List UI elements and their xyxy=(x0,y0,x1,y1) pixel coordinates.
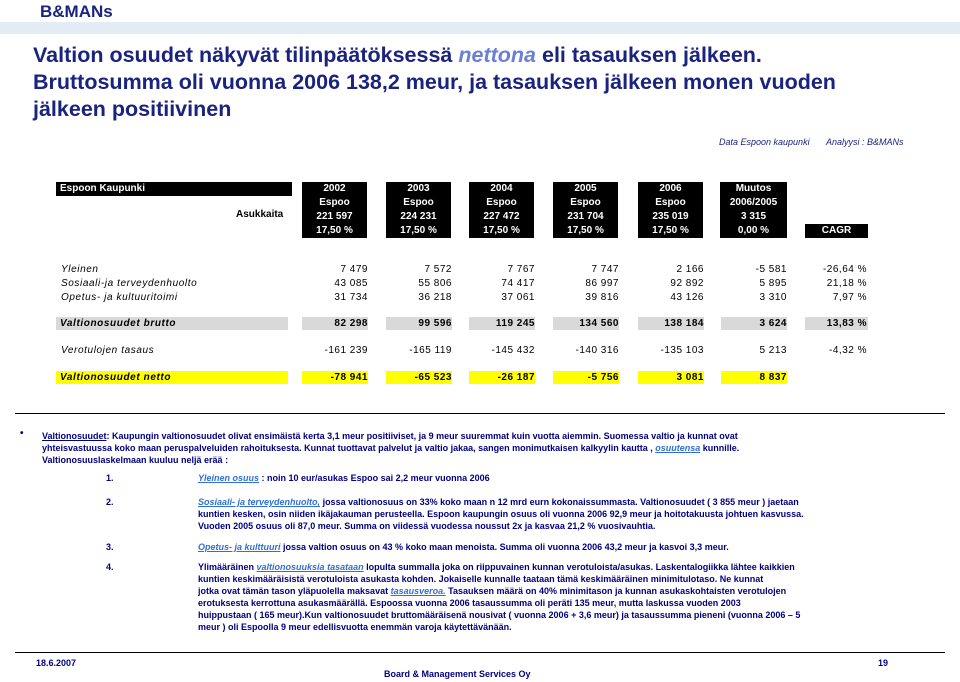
table-cell: -5 756 xyxy=(587,372,619,383)
row-label-netto: Valtionosuudet netto xyxy=(60,372,172,383)
table-cell: 99 596 xyxy=(418,318,452,329)
osuutensa-link[interactable]: osuutensa xyxy=(655,443,701,453)
table-cell: -26 187 xyxy=(497,372,535,383)
table-cell: -65 523 xyxy=(414,372,452,383)
table-cell: 92 892 xyxy=(670,278,704,289)
row-label-sosiaali: Sosiaali-ja terveydenhuolto xyxy=(61,278,198,289)
source-analysis: Analyysi : B&MANs xyxy=(826,137,904,147)
table-cell: 5 213 xyxy=(759,345,787,356)
opetus-link[interactable]: Opetus- ja kulttuuri xyxy=(198,542,281,552)
table-cell: -161 239 xyxy=(324,345,368,356)
page-title xyxy=(33,42,933,123)
table-cell: 82 298 xyxy=(334,318,368,329)
table-cell: 2 166 xyxy=(676,264,704,275)
tasataan-link[interactable]: valtionosuuksia tasataan xyxy=(256,562,364,572)
table-cell: 3 624 xyxy=(759,318,787,329)
header-col-2003: 2003 Espoo 224 231 17,50 % xyxy=(386,182,451,238)
item-4: Ylimääräinen valtionosuuksia tasataan lopulta summalla joka on riippuvainen kunnan verotuloista/asukas. Laskentalogiikka lähtee kaikkien kuntien keskimääräisistä verotuloista asukasta kohden. Jokaiselle kunnalle taataan tämä keskimääräinen minimitulotaso. Ne kunnat jotka ovat tämän tason yläpuolella maksavat tasausveroa. Tasauksen määrä on 40% minimitason ja kunnan asukaskohtaisten verotulojen erotuksesta kerrottuna asukasmäärällä. Espoossa vuonna 2006 tasaussumma oli peräti 135 meur, mutta laskussa vuoden 2003 huippustaan ( 165 meur).Kun valtionosuudet bruttomääräisenä nousivat ( vuonna 2006 + 3,6 meur) ja tasaussumma pieneni (vuonna 2006 – 5 meur ) oli Espoolla 9 meur edellisvuotta enemmän varoja käytettävänään. xyxy=(198,562,801,632)
divider-bottom xyxy=(15,652,945,653)
header-col-cagr: CAGR xyxy=(805,224,868,238)
table-cell: 138 184 xyxy=(664,318,704,329)
table-cell: 37 061 xyxy=(501,292,535,303)
asukkaita-label: Asukkaita xyxy=(236,209,284,220)
table-cell: 7 479 xyxy=(340,264,368,275)
header-col-muutos: Muutos 2006/2005 3 315 0,00 % xyxy=(720,182,787,238)
table-cell: 134 560 xyxy=(579,318,619,329)
yleinen-osuus-link[interactable]: Yleinen osuus xyxy=(198,473,260,483)
intro-text1: Kaupungin valtionosuudet olivat ensimäistä kerta 3,1 meur positiiviset, ja 9 meur suuremmat kuin vuotta aiemmin. Suomessa valtio ja kunnat ovat xyxy=(112,431,738,441)
title-part2: eli tasauksen jälkeen. xyxy=(542,43,762,67)
bullet-icon: • xyxy=(20,428,24,439)
item-3-number: 3. xyxy=(106,542,114,552)
row-label-opetus: Opetus- ja kultuuritoimi xyxy=(61,292,178,303)
table-cell: 74 417 xyxy=(501,278,535,289)
table-cell: 7 572 xyxy=(424,264,452,275)
table-cell: -145 432 xyxy=(491,345,535,356)
title-part1: Valtion osuudet näkyvät tilinpäätöksessä xyxy=(33,43,453,67)
brand-logo: B&MANs xyxy=(40,2,113,21)
table-cell: 3 310 xyxy=(759,292,787,303)
item-3: Opetus- ja kulttuuri jossa valtion osuus on 43 % koko maan menoista. Summa oli vuonna 2006 43,2 meur ja kasvoi 3,3 meur. xyxy=(198,542,729,552)
intro-text2a: yhteisvastuussa koko maan peruspalveluiden rahoituksesta. Kunnat tuottavat palvelut ja valtio jakaa, sangen monimutkaisen kalkyylin kautta , xyxy=(42,443,653,453)
table-cell: 7,97 % xyxy=(832,292,867,303)
header-col-2004: 2004 Espoo 227 472 17,50 % xyxy=(469,182,534,238)
item-1-number: 1. xyxy=(106,473,114,483)
table-cell: 43 126 xyxy=(670,292,704,303)
footer-company: Board & Management Services Oy xyxy=(384,669,531,679)
item-2-number: 2. xyxy=(106,497,114,507)
table-cell: 39 816 xyxy=(585,292,619,303)
intro-text2b: kunnille. xyxy=(702,443,740,453)
table-cell: 31 734 xyxy=(334,292,368,303)
table-cell: -135 103 xyxy=(660,345,704,356)
table-cell: 86 997 xyxy=(585,278,619,289)
row-label-brutto: Valtionosuudet brutto xyxy=(60,318,177,329)
table-cell: 13,83 % xyxy=(826,318,867,329)
table-cell: -165 119 xyxy=(409,345,452,356)
table-cell: -4,32 % xyxy=(829,345,867,356)
header-col-2002: 2002 Espoo 221 597 17,50 % xyxy=(302,182,367,238)
table-cell: 21,18 % xyxy=(826,278,867,289)
brand-bar xyxy=(0,22,960,34)
footer-date: 18.6.2007 xyxy=(36,658,77,668)
valtionosuudet-link[interactable]: Valtionosuudet xyxy=(42,431,107,441)
table-cell: 5 895 xyxy=(759,278,787,289)
table-header-espoon-kaupunki: Espoon Kaupunki xyxy=(56,182,292,196)
table-cell: 119 245 xyxy=(495,318,535,329)
header-col-2005: 2005 Espoo 231 704 17,50 % xyxy=(553,182,618,238)
notes-intro: Valtionosuudet: Kaupungin valtionosuudet olivat ensimäistä kerta 3,1 meur positiiviset, ja 9 meur suuremmat kuin vuotta aiemmin. Suomessa valtio ja kunnat ovat yhteisvastuussa koko maan peruspalveluiden rahoituksesta. Kunnat tuottavat palvelut ja valtio jakaa, sangen monimutkaisen kalkyylin kautta , osuutensa kunnille. Valtionosuuslaskelmaan kuuluu neljä erää : xyxy=(42,431,740,465)
header-col-2006: 2006 Espoo 235 019 17,50 % xyxy=(638,182,703,238)
table-cell: 43 085 xyxy=(334,278,368,289)
item-1: Yleinen osuus : noin 10 eur/asukas Espoo sai 2,2 meur vuonna 2006 xyxy=(198,473,490,483)
table-cell: 36 218 xyxy=(418,292,452,303)
table-cell: -78 941 xyxy=(330,372,368,383)
table-cell: 55 806 xyxy=(418,278,452,289)
footer-page-number: 19 xyxy=(878,658,889,668)
table-cell: 3 081 xyxy=(676,372,704,383)
table-cell: 8 837 xyxy=(759,372,787,383)
item-4-number: 4. xyxy=(106,562,114,572)
sosiaali-link[interactable]: Sosiaali- ja terveydenhuolto, xyxy=(198,497,321,507)
divider-top xyxy=(15,413,945,414)
source-data: Data Espoon kaupunki xyxy=(719,137,810,147)
title-line2: Bruttosumma oli vuonna 2006 138,2 meur, ja tasauksen jälkeen monen vuoden xyxy=(33,70,836,94)
table-cell: -26,64 % xyxy=(822,264,867,275)
row-label-tasaus: Verotulojen tasaus xyxy=(61,345,155,356)
table-cell: -5 581 xyxy=(755,264,787,275)
table-cell: 7 767 xyxy=(507,264,535,275)
table-cell: -140 316 xyxy=(575,345,619,356)
tasausveroa-link[interactable]: tasausveroa. xyxy=(390,586,446,596)
title-emphasis: nettona xyxy=(458,43,537,67)
table-cell: 7 747 xyxy=(591,264,619,275)
item-2: Sosiaali- ja terveydenhuolto, jossa valtionosuus on 33% koko maan n 12 mrd eurn kokonaissummasta. Valtionosuudet ( 3 855 meur ) jaetaan kuntien kesken, osin niiden ikäjakauman perusteella. Espoon kaupungin osuus oli vuonna 2006 92,9 meur ja hoitotakuusta johtuen kasvussa. Vuoden 2005 osuus oli 87,0 meur. Summa on viidessä vuodessa noussut 2x ja kasvaa 21,2 % vuosivauhtia. xyxy=(198,497,804,531)
title-line3: jälkeen positiivinen xyxy=(33,97,232,121)
row-label-yleinen: Yleinen xyxy=(61,264,99,275)
intro-text3: Valtionosuuslaskelmaan kuuluu neljä erää : xyxy=(42,455,229,465)
